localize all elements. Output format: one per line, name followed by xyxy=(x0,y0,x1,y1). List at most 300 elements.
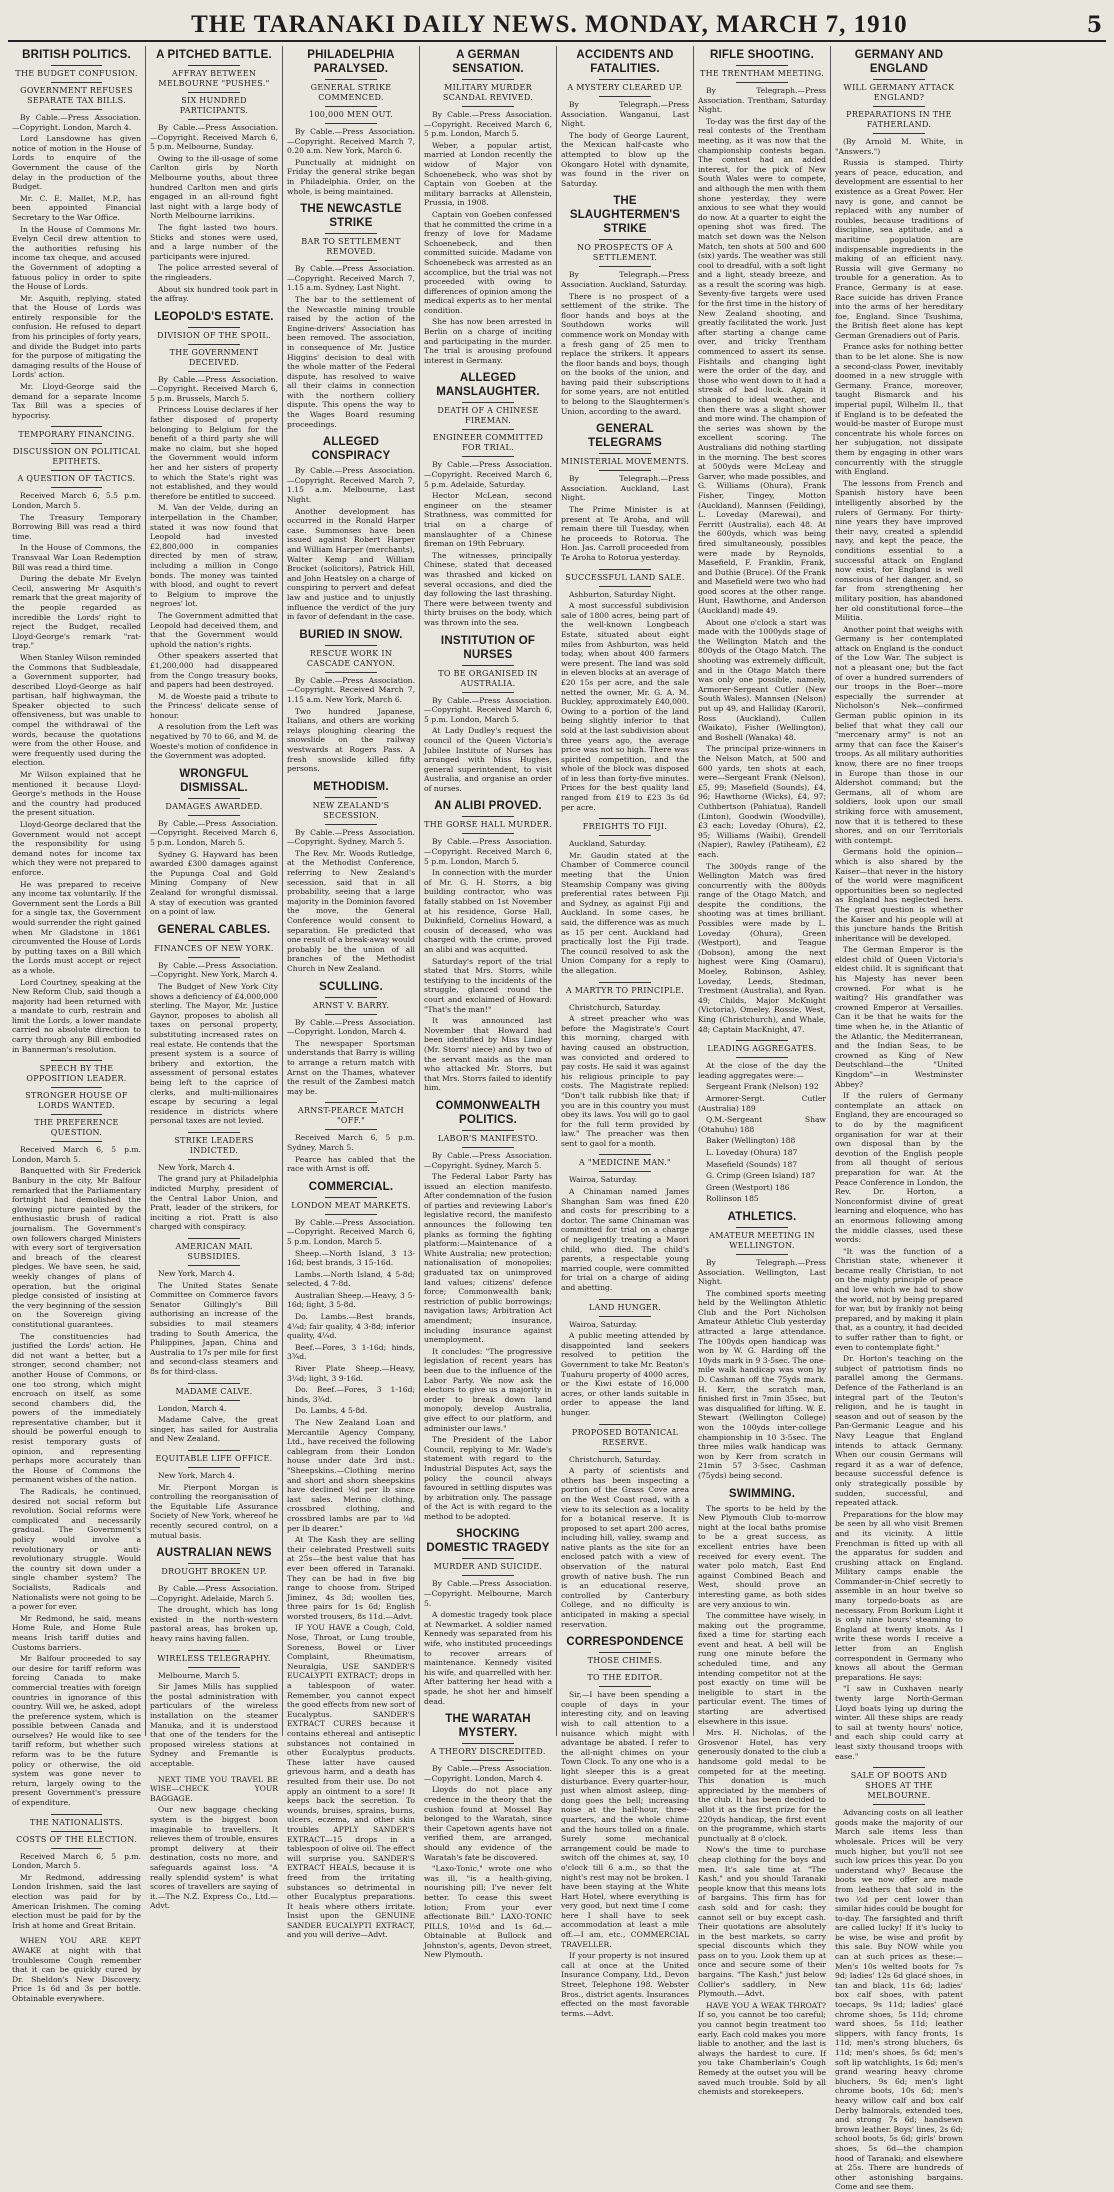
divider-rule xyxy=(462,456,513,457)
divider-rule xyxy=(188,940,239,941)
article-paragraph: In connection with the murder of Mr. G. H. Storrs, a big building contractor, who was fatally stabbed on 1st November at his residence, Gorse Hall, Dukinfield, Cornelius Howard, a cousin of deceased, who was charged with the crime, proved an alibi and was acquitted. xyxy=(424,868,552,954)
article-paragraph: Banquetted with Sir Frederick Banbury in the city, Mr Balfour remarked that the Parliamentary fortnight had demolished the glowing picture painted by the enthusiastic brush of radical journalism. The Government's own followers charged Ministers with every sort of tergiversation and breach of the clearest pledges. We have seen, he said, weekly changes of plans of operation, but the original pledge consisted of insisting at the very beginning of the session on the Sovereign giving constitutional guarantees. xyxy=(12,1166,141,1329)
divider-rule xyxy=(188,1132,239,1133)
article-subheading: WIRELESS TELEGRAPHY. xyxy=(157,1653,271,1663)
divider-rule xyxy=(873,79,924,80)
article-paragraph: Received March 6, 5 p.m. London, March 5. xyxy=(12,1145,141,1164)
divider-rule xyxy=(51,426,103,427)
divider-rule xyxy=(188,1580,239,1581)
article-paragraph: By Cable.—Press Association.—Copyright. Received March 6, 5 p.m. Brussels, March 5. xyxy=(150,374,278,403)
article-paragraph: Hector McLean, second engineer on the steamer Strathness, was committed for trial on a charge of manslaughter of a Chinese fireman on 19th February. xyxy=(424,491,552,549)
article xyxy=(561,1424,689,1630)
divider-rule xyxy=(325,672,376,673)
article-subheading: A THEORY DISCREDITED. xyxy=(430,1747,546,1757)
article-paragraph: M. de Woeste paid a tribute to the Princess' delicate sense of honour. xyxy=(150,691,278,720)
article-subheading: THE TRENTHAM MEETING. xyxy=(699,69,825,78)
divider-rule xyxy=(325,1102,376,1103)
article xyxy=(287,1180,415,1940)
divider-rule xyxy=(462,1558,513,1559)
article-heading: SWIMMING. xyxy=(728,1487,796,1500)
divider-rule xyxy=(51,1087,103,1088)
article xyxy=(424,634,552,794)
article-paragraph: A resolution from the Left was negatived by 70 to 66, and M. de Woeste's motion of confidence in the Government was adopted. xyxy=(150,722,278,761)
article-subheading: WILL GERMANY ATTACK ENGLAND? xyxy=(843,83,955,102)
article-paragraph: To-day was the first day of the real contests of the Trentham meeting, as it was now that the championship contests began. The contest had an added interest, for the pick of New South Wales were to compete, and although the men with them shone yesterday, they were anxious to see what they would do now. At a quarter to eight the opening shot was fired. The match set down was the Nelson Match, ten shots at 500 and 600 (six) yards. The weather was still cool to dreadful, with a soft light and a light, steady breeze, and as a result the scoring was high. Seventy-five targets were used for the first time in the history of New Zealand shooting, and greatly facilitated the work. Just after starting a change came over, and tricky Trentham commenced to assert its sense. Fishtails and changing light were the order of the day, and those who went down to it had a streak of bad luck. Again it changed to ideal weather, and then there was a slight shower and more wind. The champion of the series was shown by the excellent scoring. The Australians did nothing startling in the morning. The best scores at 500yds were McLeay and Garver, who made possibles, and G. Williams (Ohura), Frank Fisher, Tingey, Motton (Auckland), Mannsen (Feilding), L. Loveday (Marewai), and Ferritt (Australia), each 48. At the 600yds, which was being fired simultaneously, possibles were made by Reynolds, Masefield, F. Franklin, Frank, and Duthie (Bruce). Of the Frank and Masefield were two who had good scores at the other range. Hunt, Hawthorne, and Anderson (Auckland) made 49. xyxy=(698,116,826,616)
article-paragraph: Received March 6, 5 p.m. Sydney, March 5. xyxy=(287,1133,415,1152)
article-heading: SHOCKING DOMESTIC TRAGEDY xyxy=(426,1528,550,1555)
article-subheading: TO THE EDITOR. xyxy=(587,1673,663,1683)
article-paragraph: HAVE YOU A WEAK THROAT? If so, you cannot be too careful; you cannot begin treatment too early. Each cold makes you more liable to another, and the last is always the hardest to cure. If you take Chamberlain's Cough Remedy at the outset you will be saved much trouble. Sold by all chemists and storekeepers. xyxy=(698,2000,826,2097)
article-paragraph: Received March 6, 5 p.m. London, March 5. xyxy=(12,1851,141,1871)
article-paragraph: "I saw in Cuxhaven nearly twenty large North-German Lloyd boats lying up during the winter. All these ships are ready to sail at twenty hours' notice, and each ship could carry at least sixty thousand troops with ease." xyxy=(835,1684,963,1761)
article-paragraph: New York, March 4. xyxy=(158,1470,235,1480)
article-subheading: THE GORSE HALL MURDER. xyxy=(424,820,552,830)
divider-rule xyxy=(462,1760,513,1761)
article-subheading: A MARTYR TO PRINCIPLE. xyxy=(565,985,685,995)
article-heading: COMMERCIAL. xyxy=(308,1180,394,1193)
article-paragraph: Mr. Lloyd-George said the demand for a separate Income Tax Bill was a species of hypocrisy. xyxy=(12,382,141,420)
article-paragraph: At The Kash they are selling their celebrated Prestwell suits at 25s—the best value that has ever been offered in Taranaki. They can be had in five big range to choose from. Striped Jiminez, 4s 3d; woollen ties, three pairs for 1s 6d; English worsted trousers, 8s 11d.—Advt. xyxy=(287,1535,415,1621)
article-paragraph: A most successful subdivision sale of 1800 acres, being part of the well-known Longbeach Estate, situated about eight miles from Ashburton, was held today, when about 400 farmers were present. The land was sold in eleven blocks at an average of £20 15s per acre, and the sale netted the owner, Mr. G. A. M. Buckley, approximately £40,000. Owing to a portion of the land being slightly inferior to that sold at the last subdivision about three years ago, the average price was not so high. There was spirited competition, and the whole of the block was disposed of in less than forty-five minutes. Prices for the best quality land ranged from £19 to £23 3s 6d per acre. xyxy=(561,601,689,812)
divider-rule xyxy=(599,569,650,570)
divider-rule xyxy=(462,1575,513,1576)
article-paragraph: Dr. Horton's teaching on the subject of patriotism finds no parallel among the Germans. Defence of the Fatherland is an integral part of the Teuton's religion, and he is taught in season and out of season by the Pan-Germanic League and his Navy League that England intends to attack Germany. When our cousin Germans will regard it as a war of defence, because successful defence is only strategically possible by sudden, successful, and repeated attack. xyxy=(835,1354,963,1508)
article-paragraph: In the House of Commons Mr. Evelyn Cecil drew attention to the authorities refusing his income tax cheque, and accused the Government of adopting a fatuous policy in order to spite the House of Lords. xyxy=(12,224,141,292)
article-paragraph: Mr Wilson explained that he mentioned it because Lloyd-George's methods in the House and the country had produced the present situation. xyxy=(12,770,141,818)
divider-rule xyxy=(599,1424,650,1425)
divider-rule xyxy=(599,1316,650,1317)
divider-rule xyxy=(51,1814,103,1815)
divider-rule xyxy=(325,1014,376,1015)
article-paragraph: M. Van der Velde, during an interpellation in the Chamber, stated it was now found that Leopold had invested £2,800,000 in companies directed by men of straw, including a million in Congo bonds. The money was tainted with blood, and ought to revert to Belgium to improve the negroes' lot. xyxy=(150,503,278,609)
divider-rule xyxy=(736,82,787,83)
article-paragraph: At Lady Dudley's request the council of the Queen Victoria's Jubilee Institute of Nurses has arranged with Miss Hughes, general superintendent, to visit Australia, and organise an order of nurses. xyxy=(424,726,552,793)
article-paragraph: By Cable.—Press Association.—Copyright. Received March 6, 5 p.m. Adelaide, Saturday. xyxy=(424,460,552,489)
article xyxy=(150,1132,278,1232)
article-heading: BURIED IN SNOW. xyxy=(299,628,403,641)
divider-rule xyxy=(599,818,650,819)
article-paragraph: The grand jury at Philadelphia indicted Murphy, president of the Central Labor Union, and Pratt, leader of the strikers, for inciting a riot. Pratt is also charged with conspiracy. xyxy=(150,1174,278,1232)
article-subheading: SIX HUNDRED PARTICIPANTS. xyxy=(179,96,249,115)
article-subheading: DROUGHT BROKEN UP. xyxy=(161,1567,267,1577)
article-paragraph: By Cable.—Press Association.—Copyright. Received March 7, 1.15 a.m. Melbourne, Last Night. xyxy=(287,466,415,505)
divider-rule xyxy=(599,1451,650,1452)
article-paragraph: Weber, a popular artist, married at London recently the widow of Major von Schoenebeck, who was shot by Captain von Goeben at the military barracks at Allenstein, Prussia, in 1908. xyxy=(424,140,552,208)
divider-rule xyxy=(599,835,650,836)
divider-rule xyxy=(599,982,650,983)
divider-rule xyxy=(462,79,513,80)
article-paragraph: Green (Westport) 186 xyxy=(706,1182,790,1192)
article-paragraph: WHEN YOU ARE KEPT AWAKE at night with that troublesome Cough remember that it can be quickly cured by Dr. Sheldon's New Discovery. Price 1s 6d and 3s per bottle. Obtainable everywhere. xyxy=(12,1936,141,2003)
article xyxy=(150,310,278,761)
divider-rule xyxy=(462,1147,513,1148)
divider-rule xyxy=(325,123,376,124)
divider-rule xyxy=(188,1265,239,1266)
article-paragraph: A public meeting attended by disappointed land seekers resolved to petition the Government to take Mr. Beaton's Tuahuru property of 4000 acres, or the Kiwi estate of 16,000 acres, or other lands suitable in order to appease the land hunger. xyxy=(561,1331,689,1417)
page-number: 5 xyxy=(1086,12,1102,38)
divider-rule xyxy=(188,1467,239,1468)
article-subheading: AFFRAY BETWEEN MELBOURNE "PUSHES." xyxy=(158,69,270,88)
article xyxy=(561,818,689,975)
article-paragraph: Australian Sheep.—Heavy, 3 5-16d; light, 3 5-8d. xyxy=(287,1290,415,1310)
divider-rule xyxy=(599,96,650,97)
article-heading: GENERAL TELEGRAMS xyxy=(588,423,662,450)
article xyxy=(12,1060,141,1807)
article xyxy=(150,767,278,917)
divider-rule xyxy=(188,371,239,372)
article-paragraph: The Rev. Mr. Woods Rutledge, at the Methodist Conference, referring to New Zealand's secession, said that in all probability, seeing that a large majority in the Dominion favored the move, the General Conference would consent to separation. He predicted that one result of a break-away would probably be the union of all branches of the Methodist Church in New Zealand. xyxy=(287,848,415,973)
divider-rule xyxy=(188,344,239,345)
article-paragraph: Princess Louise declares if her father disposed of property belonging to Belgium for the benefit of a third party she will make no claim, but she hoped the Government would inform her and her sisters of property to which the State's right was not established, and they would therefore be entitled to succeed. xyxy=(150,405,278,501)
divider-rule xyxy=(188,327,239,328)
divider-rule xyxy=(188,1650,239,1651)
article xyxy=(287,980,415,1097)
article-paragraph: The witnesses, principally Chinese, stated that deceased was thrashed and kicked on several occasions, and died the day following the last thrashing. There were between twenty and thirty bruises on the body, which was thrown into the sea. xyxy=(424,550,552,627)
article-subheading: A "MEDICINE MAN." xyxy=(578,1158,672,1168)
divider-rule xyxy=(462,816,513,817)
divider-rule xyxy=(599,1652,650,1653)
divider-rule xyxy=(51,1114,103,1115)
divider-rule xyxy=(188,92,239,93)
article-paragraph: Mr Redmond, he said, means Home Rule, and Home Rule means Irish tariff duties and Customs barriers. xyxy=(12,1613,141,1652)
divider-rule xyxy=(325,1197,376,1198)
article-subheading: GENERAL STRIKE COMMENCED. xyxy=(310,83,392,102)
divider-rule xyxy=(51,470,103,471)
divider-rule xyxy=(462,665,513,666)
article-paragraph: The drought, which has long existed in the north-western pastoral areas, has broken up, heavy rains having fallen. xyxy=(150,1605,278,1644)
column-6 xyxy=(693,46,830,2097)
article-paragraph: By Cable.—Press Association.—Copyright. Melbourne, March 5. xyxy=(424,1579,552,1608)
article-paragraph: Sydney G. Hayward has been awarded £300 damages against the Pupunga Coal and Gold Mining Company of New Zealand for wrongful dismissal. A stay of execution was granted on a point of law. xyxy=(150,849,278,917)
article xyxy=(698,1210,826,1481)
article-heading: THE NEWCASTLE STRIKE xyxy=(300,203,402,230)
article-subheading: DISCUSSION ON POLITICAL EPITHETS. xyxy=(12,447,141,467)
article-heading: THE WARATAH MYSTERY. xyxy=(445,1713,531,1740)
article-paragraph: Beef.—Fores, 3 1-16d; hinds, 3¾d. xyxy=(287,1342,415,1362)
article-subheading: MURDER AND SUICIDE. xyxy=(433,1562,543,1572)
article-paragraph: The lessons from French and Spanish history have been intelligently absorbed by the rulers of Germany. For thirty-nine years they have improved their navy, created a splendid navy, and kept the peace, the conditions essential to a successful attack on England now exist, for England is well conscious of her danger, and, so far from strengthening her military position, has abandoned her old constitutional force—the Militia. xyxy=(835,478,963,623)
article-paragraph: Mr. Asquith, replying, stated that the House of Lords was entirely responsible for the confusion. He refused to depart from his principles of forty years, and divide the Budget into parts for the purpose of mitigating the damaging results of the House of Lords' action. xyxy=(12,293,141,380)
article-subheading: BAR TO SETTLEMENT REMOVED. xyxy=(301,237,401,257)
article-subheading: PREPARATIONS IN THE FATHERLAND. xyxy=(846,110,952,129)
divider-rule xyxy=(51,1848,103,1849)
article-paragraph: The Radicals, he continued, desired not social reform but revolution. Social reforms were complicated and necessarily gradual. The Government's policy would involve a revolutionary or anti-revolutionary struggle. Would the country sit down under a single chamber system? The Socialists, Radicals and Nationalists were not going to be a power for ever. xyxy=(12,1487,141,1612)
article-subheading: AMATEUR MEETING IN WELLINGTON. xyxy=(709,1230,815,1250)
article xyxy=(287,1102,415,1173)
article-subheading: LONDON MEAT MARKETS. xyxy=(291,1200,411,1210)
article-subheading: MADAME CALVE. xyxy=(175,1386,253,1396)
article xyxy=(698,48,826,1034)
article-paragraph: Saturday's report of the trial stated that Mrs. Storrs, while testifying to the incidents of the struggle, glanced round the court and exclaimed of Howard: "That's the man!" xyxy=(424,956,552,1014)
article-paragraph: Sergeant Frank (Nelson) 192 xyxy=(706,1082,819,1092)
article-subheading: COSTS OF THE ELECTION. xyxy=(16,1834,137,1844)
article-paragraph: By Cable.—Press Association.—Copyright. Received March 6, 5 p.m. London, March 5. xyxy=(150,818,278,848)
article-paragraph: Now's the time to purchase cheap clothing for the boys and men. It's sale time at "The Kash," and you should Taranaki people know that this means lots of bargains. This firm has for cash sold and for cash; they cannot sell or buy except cash. Their quotations are absolutely in the best markets, so carry special discounts which they pass on to you. Look them up at once and secure some of their bargains. "The Kash," just below Collier's saddlery, in New Plymouth.—Advt. xyxy=(698,1845,826,1999)
article-subheading: LAND HUNGER. xyxy=(588,1302,662,1312)
article-subheading: DAMAGES AWARDED. xyxy=(165,801,263,811)
article-paragraph: The New Zealand Loan and Mercantile Agency Company, Ltd., have received the following cablegram from their London house under date 3rd inst.: "Sheepskins.—Clothing merino and short and shorn sheepskins have declined ⅛d per lb since last sales. Merino clothing, crossbred clothing, and crossbred lambs are par to ⅛d per lb dearer." xyxy=(287,1418,415,1533)
divider-rule xyxy=(599,470,650,471)
article xyxy=(12,1936,141,2003)
article-paragraph: About one o'clock a start was made with the 1000yds stage of the Wellington Match and the 800yds of the Otago Match. The shooting was extremely difficult, and in the Otago Match there was only one possible, namely, Armorer-Sergeant Cutler (New South Wales). Mannsen (Nelson) put up 49, and Halliday (Karori), Ross (Auckland), Cullen (Waikato), Fisher (Wellington), and Boshell (Wanaka) 48. xyxy=(698,617,826,742)
article-paragraph: By Telegraph.—Press Association. Wellington, Last Night. xyxy=(698,1257,826,1287)
article-paragraph: Sir,—I have been spending a couple of days in your interesting city, and on leaving wish to call attention to a nuisance which might with advantage be abated. I refer to the all-night chimes on your Town Clock. To any one who is a light sleeper this is a great disturbance. Every quarter-hour, just when almost asleep, ding-dong goes the bell; increasing noise at the half-hour, three-quarters, and the whole chime and the hours tolled on a finale. Surely some mechanical arrangement could be made to switch off the chimes at, say, 10 o'clock till 6 a.m., so that the night's rest may not be broken. I have been staying at the White Hart Hotel, where everything is very good, but next time I come here I shall have to seek accommodation at least a mile off.—I am, etc., COMMERCIAL TRAVELLER. xyxy=(561,1690,689,1949)
divider-rule xyxy=(873,133,924,134)
article-paragraph: Mrs. H. Nicholas, of the Grosvenor Hotel, has very generously donated to the club a handsome gold medal to be competed for at the meeting. This donation is much appreciated by the members of the club. It has been decided to allot it as the first prize for the 220yds handicap, the first event on the programme, which starts punctually at 8 o'clock. xyxy=(698,1728,826,1843)
article-subheading: DIVISION OF THE SPOIL. xyxy=(157,330,271,340)
article xyxy=(835,1767,963,2192)
divider-rule xyxy=(599,266,650,267)
article xyxy=(561,1154,689,1292)
article xyxy=(698,1487,826,2097)
article-paragraph: The fight lasted two hours. Sticks and stones were used, and a large number of the participants were injured. xyxy=(150,222,278,261)
article-subheading: NO PROSPECTS OF A SETTLEMENT. xyxy=(577,243,673,263)
divider-rule xyxy=(188,1238,239,1239)
article-paragraph: Wairoa, Saturday. xyxy=(569,1319,638,1329)
divider-rule xyxy=(188,798,239,799)
masthead xyxy=(8,6,1106,42)
article xyxy=(287,780,415,974)
article xyxy=(150,1546,278,1644)
article-subheading: TEMPORARY FINANCING. xyxy=(18,430,135,440)
article-paragraph: Lloyds do not place any credence in the theory that the cushion found at Mossel Bay belonged to the Waratah, since their Capetown agents have not verified them, are arranged, should any evidence of the Waratah's fate be discovered. xyxy=(424,1785,552,1862)
article-paragraph: By Cable.—Press Association.—Copyright. Received March 6, 5 p.m. Melbourne, Sunday. xyxy=(150,123,278,152)
article-paragraph: The police arrested several of the ringleaders. xyxy=(150,263,278,282)
article-paragraph: Sir James Mills has supplied the postal administration with particulars of the wireless installation on the steamer Manuka, and it is understood that one of the tenders for the proposed wireless stations at Sydney and Fremantle is acceptable. xyxy=(150,1682,278,1768)
divider-rule xyxy=(599,1669,650,1670)
article-subheading: THE NATIONALISTS. xyxy=(30,1817,123,1827)
article xyxy=(561,982,689,1149)
article xyxy=(287,48,415,196)
article-paragraph: By Cable.—Press Association.—Copyright. Received March 6, 5 p.m. London, March 5. xyxy=(287,1217,415,1246)
article-paragraph: When Stanley Wilson reminded the Commons that Sudbleadale, a Government supporter, had described Lloyd-George as half partisan, half highwayman, the Speaker objected to such offensiveness, but was unable to compel the withdrawal of the words, because the quotations were from the other House, and were frequently used during the election. xyxy=(12,652,141,768)
article-paragraph: It concludes: "The progressive legislation of recent years has been due to the influence of the Labor Party. We now ask the electors to give us a majority in order to break down land monopoly, develop Australia, give effect to our platform, and administer our laws." xyxy=(424,1346,552,1433)
article-subheading: ENGINEER COMMITTED FOR TRIAL. xyxy=(432,433,544,453)
article-paragraph: Preparations for the blow may be seen by all who visit Bremen and its vicinity. A little Frenchman is fitted up with all the apparatus for sudden and crushing attack on England. Military camps enable the Commander-in-Chief secretly to assemble in an hour twelve so many torpedo-boats as are necessary. From Borkum Light it is only nine hours' steaming to England at twenty knots. As I write these words I receive a letter from an English correspondent in Germany who knows all about the German preparations. He says: xyxy=(835,1509,963,1682)
article-subheading: ARNST V. BARRY. xyxy=(312,1000,390,1010)
article-subheading: ARNST-PEARCE MATCH "OFF." xyxy=(297,1106,405,1126)
article-paragraph: Advancing costs on all leather goods make the majority of our March sale items less than wholesale. Prices will be very much higher, but you'll not see such low prices this year. Do you understand why? Because the boots we now offer are made from leathers that sold in the two ½d per cent lower than similar hides could be bought for to-day. The farsighted and thrift are called lucky! If it's lucky to be wise, be wise and profit by this sale. Buy NOW while you can at such prices as these:—Men's 10s welted boots for 7s 9d; ladies' 12s 6d glacé shoes, in tan and black, 11s 6d; ladies' box calf shoes, with patent toecaps, 9s 11d; ladies' glacé chrome shoes, 5s 11d; chrome ward shoes, 5s 11d; leather slippers, with fancy fronts, 1s 11d; men's strong bluchers, 6s 11d; men's shoes, 5s 6d; men's soft lip watchlights, 1s 6d; men's grand wearing heavy chrome bluchers, 9s 6d; men's light chrome boots, 10s 6d; men's heavy willow calf and box calf Derby balmorals, extended toes, and strong 7s 6d; handsewn brown leather. Boys' lines, 2s 6d; school boots, 5s 6d; girls' brown shoes, 5s 6d—the champion hood of Taranaki; and elsewhere at 25s. There are hundreds of other astonishing bargains. Come and see them. xyxy=(835,1808,963,2192)
article-paragraph: During the debate Mr Evelyn Cecil, answering Mr Asquith's remark that the great majority of the people regarded as incredible the Lords' right to reject the Budget, recalled Lloyd-George's remark "rat-trap." xyxy=(12,574,141,651)
column-3 xyxy=(282,46,419,1940)
article xyxy=(287,435,415,622)
article xyxy=(12,1814,141,1931)
article-paragraph: Christchurch, Saturday. xyxy=(569,1454,661,1464)
article-heading: AUSTRALIAN NEWS xyxy=(156,1547,272,1560)
article-heading: THE SLAUGHTERMEN'S STRIKE xyxy=(569,195,681,236)
article-paragraph: Another point that weighs with Germany is her contemplated attack on England is the conduct of the Low War. The subject is not a pleasant one; but the fact of over a hundred surrenders of our troops in the Boer—more especially the surrender at Nicholson's Nek—confirmed German public opinion in its belief that what they call our "mercenary army" is not an army that can face the Kaiser's troops. As all military authorities know, there are no finer troops in Europe than those in our Aldershot command; but the Germans, all of whom are soldiers, look upon our small striking force with amusement, now that it is tethered to these shores, and on our Territorials with contempt. xyxy=(835,624,963,845)
article xyxy=(150,48,278,304)
divider-rule xyxy=(51,1141,103,1142)
article-paragraph: If your property is not insured call at once at the United Insurance Company, Ltd., Devon Street, Telephone 198. Webster Bros., district agents. Insurances effected on the most favorable terms.—Advt. xyxy=(561,1951,689,2018)
article xyxy=(150,1775,278,1911)
article-paragraph: The sports to be held by the New Plymouth Club to-morrow night at the local baths promise to be a great success, as excellent entries have been received for every event. The water polo match, East End against Combined Beach and West, should prove an interesting game, as both sides are very anxious to win. xyxy=(698,1503,826,1609)
article-subheading: DEATH OF A CHINESE FIREMAN. xyxy=(437,406,539,426)
article-paragraph: Madame Calve, the great singer, has sailed for Australia and New Zealand. xyxy=(150,1415,278,1444)
article-heading: RIFLE SHOOTING. xyxy=(710,49,814,61)
article-subheading: MINISTERIAL MOVEMENTS. xyxy=(561,457,689,467)
article-paragraph: By Telegraph.—Press Association. Wanganui, Last Night. xyxy=(561,100,689,129)
article xyxy=(12,426,141,1054)
article xyxy=(287,628,415,774)
article-paragraph: A party of scientists and others has been inspecting a portion of the Grass Cove area on the West Coast road, with a view to its selection as a locality for a botanical reserve. It is proposed to set apart 200 acres, including hill, valley, swamp and native plants as the site for an enclosed patch with a view of observation of the natural growth of native bush. The run is an educational reserve, controlled by Canterbury College, and no difficulty is anticipated in making a special reservation. xyxy=(561,1466,689,1629)
divider-rule xyxy=(188,1563,239,1564)
divider-rule xyxy=(736,1254,787,1255)
divider-rule xyxy=(599,1154,650,1155)
article-paragraph: By Telegraph.—Press Association. Trentham, Saturday Night. xyxy=(698,86,826,115)
article-paragraph: A Chinaman named James Shanghan Sam was fined £20 and costs for prescribing to a doctor. The same Chinaman was committed for trial on a charge of negligently treating a Maori child, who died. The child's parents, a respectable young married couple, were committed for trial on a charge of aiding and abetting. xyxy=(561,1187,689,1292)
article-subheading: THE BUDGET CONFUSION. xyxy=(15,69,138,78)
article-paragraph: Armorer-Sergt. Cutler (Australia) 189 xyxy=(698,1093,826,1113)
article xyxy=(150,1238,278,1377)
article-subheading: FREIGHTS TO FIJI. xyxy=(582,822,668,832)
article-paragraph: By Telegraph.—Press Association. Auckland, Last Night. xyxy=(561,474,689,503)
article-paragraph: Other speakers asserted that £1,200,000 had disappeared from the Congo treasury books, and papers had been destroyed. xyxy=(150,651,278,690)
divider-rule xyxy=(188,1667,239,1668)
article xyxy=(287,202,415,429)
divider-rule xyxy=(51,1060,103,1061)
article-paragraph: At the close of the day the leading aggregates were:— xyxy=(698,1061,826,1080)
divider-rule xyxy=(599,1171,650,1172)
article-paragraph: Do. Lambs.—Best brands, 4¼d; fair quality, 4 3-8d; inferior quality, 4¼d. xyxy=(287,1312,415,1341)
article-subheading: MILITARY MURDER SCANDAL REVIVED. xyxy=(442,83,534,102)
article-heading: CORRESPONDENCE xyxy=(566,1636,684,1649)
article-paragraph: Another development has occurred in the Ronald Harper case. Summonses have been issued against Robert Harper and William Harper (merchants), Walter Kemp and William Brocket (solicitors), Patrick Hill, and John Heatsley on a charge of conspiring to pervert and defeat law and justice and to unjustly influence the verdict of the jury in favor of defendant in the case. xyxy=(287,506,415,622)
article-paragraph: Two hundred Japanese, Italians, and others are working relays ploughing clearing the snowslide on the railway westwards at Rogers Pass. A fresh snowslide killed fifty persons. xyxy=(287,706,415,774)
divider-rule xyxy=(325,645,376,646)
article-paragraph: The United States Senate Committee on Commerce favors Senator Gillingly's Bill authorising an increase of the subsidies to mail steamers trading to South America, the Philippines, Japan, China and Australia to 17s per mile for first and second-class steamers and 8s for third-class. xyxy=(150,1280,278,1376)
divider-rule xyxy=(599,1686,650,1687)
article-paragraph: The Prime Minister is at present at Te Aroha, and will remain there till Tuesday, when he proceeds to Rotorua. The Hon. Jas. Carroll proceeded from Te Aroha to Rotorua yesterday. xyxy=(561,505,689,562)
divider-rule xyxy=(736,65,787,66)
article-subheading: RESCUE WORK IN CASCADE CANYON. xyxy=(306,648,396,668)
article-paragraph: The constituencies had justified the Lords' action. He did not want a better, but a stronger, second chamber; not another House of Commons, or one too strong, which might encroach on itself, as some second chambers did, the powers of the immediately representative chamber, but it should be powerful enough to resist temporary gusts of opinion, and representing perhaps more accurately than the House of Commons the permanent wishes of the nation. xyxy=(12,1331,141,1485)
divider-rule xyxy=(462,429,513,430)
article-subheading: STRONGER HOUSE OF LORDS WANTED. xyxy=(25,1091,128,1111)
article-paragraph: Punctually at midnight on Friday the general strike began in Philadelphia. Order, on the whole, is being maintained. xyxy=(287,157,415,196)
article-paragraph: By Cable.—Press Association.—Copyright. London, March 4. xyxy=(287,1017,415,1037)
article-paragraph: Mr Balfour proceeded to say our desire for tariff reform was forcing Canada to make commercial treaties with foreign countries in ignorance of this country. Will we, he asked, adopt the preference system, which is possible between Canada and ourselves? He would like to see tariff reform, but whether such reform was to be the future policy or otherwise, the old system was gone never to return, largely owing to the present Government's pressure of expenditure. xyxy=(12,1654,141,1808)
article-subheading: GOVERNMENT REFUSES SEPARATE TAX BILLS. xyxy=(20,86,133,105)
article xyxy=(561,569,689,813)
divider-rule xyxy=(736,1040,787,1041)
article-paragraph: The Federal Labor Party has issued an election manifesto. After condemnation of the fusion of parties and reviewing Labor's legislative record, the manifesto announces the following ten planks as forming the fighting platform:—Maintenance of a White Australia; new protection; nationalisation of monopolies; graduated tax on unimproved land values; citizens' defence force; Commonwealth bank; restriction of public borrowings; navigation laws; Arbitration Act amendment; insurance, including insurance against unemployment. xyxy=(424,1172,552,1345)
article-heading: AN ALIBI PROVED. xyxy=(434,800,542,813)
article xyxy=(424,1099,552,1522)
divider-rule xyxy=(325,997,376,998)
column-2 xyxy=(145,46,282,1911)
article-paragraph: Mr. Pierpont Morgan is controlling the reorganisation of the Equitable Life Assurance Society of New York, whereof he recently secured control, on a mutual basis. xyxy=(150,1482,278,1540)
article xyxy=(698,1040,826,1204)
article xyxy=(561,422,689,562)
article-paragraph: Sheep.—North Island, 3 13-16d; best brands, 3 15-16d. xyxy=(287,1248,415,1268)
article-paragraph: "It was the function of a Christian state, whenever it became really Christian, to not on the mighty principle of peace and love which we had to show the world, not by being prepared for war, but by frankly not being prepared, and by making it plain that, as a country, it had decided to suffer rather than to fight, or even to contemplate fight." xyxy=(835,1246,963,1352)
article-paragraph: New York, March 4. xyxy=(158,1162,235,1172)
divider-rule xyxy=(325,233,376,234)
article-paragraph: By Cable.—Press Association.—Copyright. New York, March 4. xyxy=(150,960,278,980)
article-paragraph: New York, March 4. xyxy=(158,1269,235,1279)
article-paragraph: Wairoa, Saturday. xyxy=(569,1175,638,1185)
article-paragraph: Pearce has cabled that the race with Arnst is off. xyxy=(287,1154,415,1174)
article-paragraph: The Treasury Temporary Borrowing Bill was read a third time. xyxy=(12,512,141,541)
divider-rule xyxy=(325,1214,376,1215)
article-paragraph: Captain von Goeben confessed that he committed the crime in a frenzy of love for Madame Schoenebeck, and then committed suicide. Madame von Schoenebeck was arrested as an accomplice, but the trial was not proceeded with owing to differences of opinion among the medical experts as to her mental condition. xyxy=(424,209,552,315)
article-paragraph: About six hundred took part in the affray. xyxy=(150,284,278,304)
article xyxy=(424,799,552,1092)
divider-rule xyxy=(188,1383,239,1384)
article-paragraph: Christchurch, Saturday. xyxy=(569,1002,661,1012)
divider-rule xyxy=(736,1057,787,1058)
article-subheading: NEW ZEALAND'S SECESSION. xyxy=(312,800,390,820)
article-paragraph: Do. Beef.—Fores, 3 1-16d; hinds, 3¾d. xyxy=(287,1385,415,1404)
article-paragraph: The President of the Labor Council, replying to Mr. Wade's statement with regard to the Industrial Disputes Act, says the policy the council always favoured in settling disputes was by arbitration only. The passage of the Act is with regard to the method to be adopted. xyxy=(424,1435,552,1521)
article xyxy=(12,48,141,420)
divider-rule xyxy=(873,1804,924,1805)
article-subheading: THE GOVERNMENT DECEIVED. xyxy=(169,347,259,367)
article-paragraph: By Cable.—Press Association.—Copyright. Received March 6, 5 p.m. London, March 5. xyxy=(424,110,552,139)
article-paragraph: By Telegraph.—Press Association. Auckland, Saturday. xyxy=(561,270,689,289)
article-paragraph: Mr. Gaudin stated at the Chamber of Commerce council meeting that the Union Steamship Company was giving preferential rates between Fiji and Sydney, as against Fiji and Auckland. In some cases, he said, the difference was as much as 15 per cent. Auckland had practically lost the Fiji trade. The council resolved to ask the Union Company for a reply to the allegation. xyxy=(561,850,689,975)
article-paragraph: Lord Courtney, speaking at the New Reform Club, said though a majority had been returned with a mandate to curb, restrain and limit the Lords, a lower mandate carried no absolute direction to carry through any Bill embodied in Bannerman's resolution. xyxy=(12,977,141,1054)
article-paragraph: In the House of Commons, the Transvaal War Loan Redemption Bill was read a third time. xyxy=(12,543,141,572)
divider-rule xyxy=(188,1400,239,1401)
article xyxy=(150,923,278,1126)
columns xyxy=(8,46,1106,2192)
article-paragraph: Baker (Wellington) 188 xyxy=(706,1136,796,1146)
article-paragraph: By Cable.—Press Association.—Copyright. Received March 7, 1.15 a.m. New York, March 6. xyxy=(287,675,415,704)
divider-rule xyxy=(462,402,513,403)
article-paragraph: She has now been arrested in Berlin on a charge of inciting and participating in the murder. The trial is arousing profound interest in Germany. xyxy=(424,317,552,365)
article-subheading: LEADING AGGREGATES. xyxy=(707,1044,817,1054)
article-paragraph: The principal prize-winners in the Nelson Match, at 500 and 600 yards, ten shots at each, were—Sergeant Frank (Nelson), £5, 99; Masefield (Sounds), £4, 96; Hawthorne (Wicks), £4, 97; Cuthbertson (Pahiatua), Randell (Linton), Goodwin (Woodville), £3 each; Loveday (Ohura), £2, 95; Williams (Waihi), Grendell (Napier), Rawley (Patiheam), £2 each. xyxy=(698,744,826,859)
article-paragraph: It was announced last November that Howard had been identified by Miss Lindley (Mr. Storrs' niece) and by two of the servant maids as the man who attacked Mr. Storrs, but that Mrs. Storrs failed to identify him. xyxy=(424,1016,552,1093)
article-paragraph: Lambs.—North Island, 4 5-8d; selected, 4 7-8d. xyxy=(287,1269,415,1289)
article-paragraph: The newspaper Sportsman understands that Barry is willing to arrange a return match with Arnst on the Thames, whatever the result of the Zambesi match may be. xyxy=(287,1038,415,1096)
divider-rule xyxy=(188,1159,239,1160)
article-paragraph: The Budget of New York City shows a deficiency of £4,000,000 sterling. The Mayor, Mr. Justice Gaynor, proposes to abolish all taxes on personal property, substituting increased rates on real estate. He contends that the present system is a source of bribery and extortion, the assessment of personal estates being left to the caprice of clerks, and multi-millionaires escape by securing a legal residence in districts where personal taxes are not levied. xyxy=(150,981,278,1126)
article-heading: ALLEGED CONSPIRACY xyxy=(311,436,391,463)
article-heading: COMMONWEALTH POLITICS. xyxy=(435,1099,541,1126)
article-paragraph: G. Crimp (Green Island) 187 xyxy=(706,1171,816,1181)
article-paragraph: L. Loveday (Ohura) 187 xyxy=(706,1147,798,1157)
divider-rule xyxy=(188,1450,239,1451)
masthead-title: THE TARANAKI DAILY NEWS. MONDAY, MARCH 7, 1910 xyxy=(191,11,908,38)
article-paragraph: "Laxo-Tonic," wrote one who was ill, "is a health-giving, nourishing pill; I've never felt better. To cease this sweet lotion; From your ever affectionate Bill." LAXO-TONIC PILLS, 10½d and 1s 6d.—Obtainable at Bullock and Johnston's, agents, Devon street, New Plymouth. xyxy=(424,1864,552,1960)
article-paragraph: London, March 4. xyxy=(158,1403,227,1413)
article-paragraph: Lord Lansdowne has given notice of motion in the House of Lords to enquire of the Government the cause of the delay in the production of the Budget. xyxy=(12,134,141,192)
article-paragraph: A street preacher who was before the Magistrate's Court this morning, charged with having caused an obstruction, was convicted and ordered to pay costs. He said it was against his religious principle to pay costs. The Magistrate replied: "Don't talk rubbish like that; if you are in this country you must obey its laws. You will go to gaol for the full term provided by law." The preacher was then sent to gaol for a month. xyxy=(561,1014,689,1148)
article-paragraph: River Plate Sheep.—Heavy, 3¼d; light, 3 9-16d. xyxy=(287,1364,415,1383)
article-subheading: SALE OF BOOTS AND SHOES AT THE MELBOURNE. xyxy=(850,1771,948,1801)
article xyxy=(561,48,689,188)
divider-rule xyxy=(325,106,376,107)
divider-rule xyxy=(51,443,103,444)
article-paragraph: Mr. C. E. Mallet, M.P., has been appointed Financial Secretary to the War Office. xyxy=(12,193,141,222)
article-paragraph: The German Emperor is the eldest child of Queen Victoria's eldest child. It is significant that his Majesty has never been crowned. For what is he waiting? His grandfather was crowned Emperor at Versailles. Can it be that he waits for the time when he, in the Atlantic of the Atlantic, the Mediterranean, and the Indian Seas, to be crowned as King of New Deutschland—the "United Kingdom"—in Westminster Abbey? xyxy=(835,945,963,1089)
article xyxy=(150,1383,278,1444)
article-paragraph: The Government admitted that Leopold had deceived them, and that the Government would uphold the nation's rights. xyxy=(150,610,278,649)
divider-rule xyxy=(462,833,513,834)
article-paragraph: The bar to the settlement of the Newcastle mining trouble raised by the action of the Engine-drivers' Association has been removed. The association, in consequence of Mr. Justice Higgins' decision to deal with the whole matter of the Federal dispute, has resolved to waive all their claims in connection with the northern colliery dispute. This opens the way to the Wages Board resuming proceedings. xyxy=(287,294,415,429)
article-paragraph: France asks for nothing better than to be let alone. She is now a second-class Power, inevitably doomed in a new struggle with Germany. France, moreover, taught Bismarck and his imperial pupil, Wilhelm II., that if England is to be defeated the would-be master of Europe must concentrate his whole forces on her subjugation, not dissipate them by engaging in other wars concurrently with the struggle with England. xyxy=(835,342,963,477)
divider-rule xyxy=(188,957,239,958)
column-7 xyxy=(830,46,967,2192)
article-subheading: A QUESTION OF TACTICS. xyxy=(17,474,136,484)
divider-rule xyxy=(462,1743,513,1744)
article-paragraph: He was prepared to receive any income tax voluntarily. If the Government sent the Lords a Bill for a single tax, the Government would surrender the right gained when Mr Gladstone in 1861 circumvented the House of Lords by putting taxes on a Bill which the Lords must accept or reject as a whole. xyxy=(12,879,141,975)
article-subheading: PROPOSED BOTANICAL RESERVE. xyxy=(571,1427,679,1447)
divider-rule xyxy=(462,106,513,107)
